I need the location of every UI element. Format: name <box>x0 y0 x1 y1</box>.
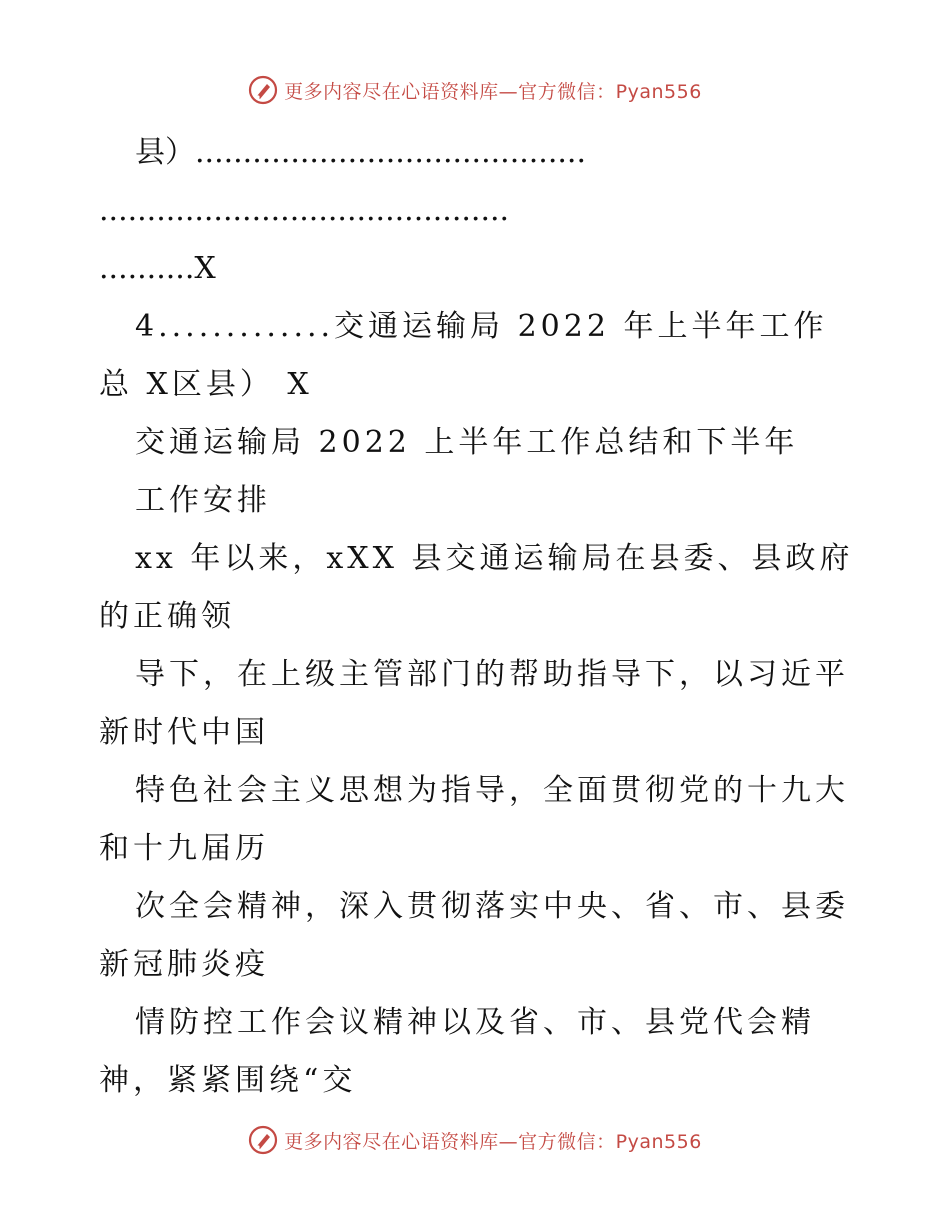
document-body <box>99 124 859 1110</box>
text-line: 新冠肺炎疫 <box>99 947 269 982</box>
text-line: ..........X <box>99 251 216 286</box>
text-line: 新时代中国 <box>99 715 269 750</box>
watermark-banner-top <box>0 70 950 110</box>
text-line: 总 X区县） X <box>99 367 313 402</box>
text-line: 神，紧紧围绕“交 <box>99 1063 357 1098</box>
text-line: ........................................... <box>99 193 510 228</box>
text-line: 次全会精神，深入贯彻落实中央、省、市、县委 <box>135 889 849 924</box>
text-line: 特色社会主义思想为指导，全面贯彻党的十九大 <box>135 773 849 808</box>
text-line: 交通运输局 2022 上半年工作总结和下半年 <box>135 425 799 460</box>
watermark-text: 更多内容尽在心语资料库—官方微信：Pyan556 <box>284 80 702 103</box>
text-line: 4.............交通运输局 2022 年上半年工作 <box>135 309 828 344</box>
text-line: 导下，在上级主管部门的帮助指导下，以习近平 <box>135 657 849 692</box>
text-line: 的正确领 <box>99 599 235 634</box>
text-line: xx 年以来，xXX 县交通运输局在县委、县政府 <box>135 541 854 576</box>
watermark-banner-bottom <box>0 1120 950 1160</box>
text-line: 情防控工作会议精神以及省、市、县党代会精 <box>135 1005 815 1040</box>
text-line: 和十九届历 <box>99 831 269 866</box>
text-line: 县）......................................... <box>135 135 586 170</box>
pen-logo-icon <box>248 1125 278 1155</box>
pen-logo-icon <box>248 75 278 105</box>
text-line: 工作安排 <box>135 483 271 518</box>
watermark-text: 更多内容尽在心语资料库—官方微信：Pyan556 <box>284 1130 702 1153</box>
